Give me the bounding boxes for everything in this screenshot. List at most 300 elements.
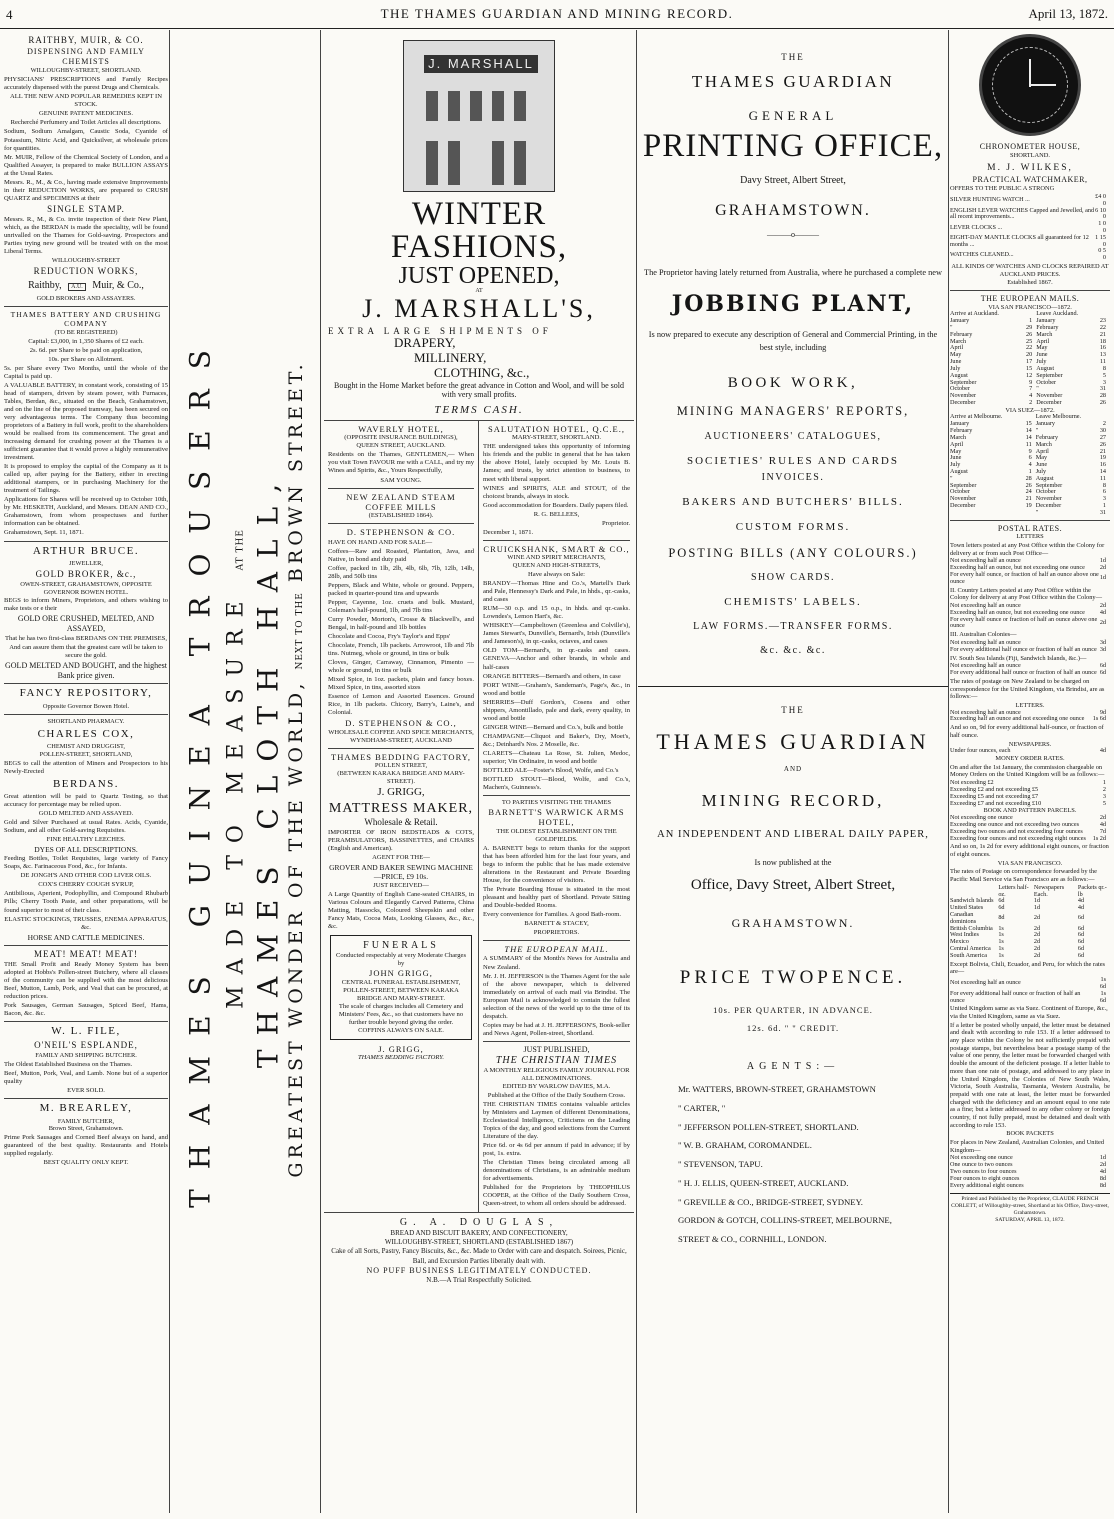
- ad-address: OWEN-STREET, GRAHAMSTOWN, OPPOSITE GOVERNOR BOWEN HOTEL.: [20, 580, 152, 596]
- ad-subheading: THE OLDEST ESTABLISHMENT ON THE GOLDFIELDS.: [496, 827, 617, 843]
- vertical-text: GREATEST WONDER OF THE WORLD,: [285, 679, 307, 1178]
- ad-text: Copies may be had at J. H. JEFFERSON'S, Book-seller and News Agent, Pollen-street, Shortland.: [483, 1021, 630, 1037]
- ad-subheading: JEWELLER,: [69, 559, 103, 567]
- table-row: September 9 October 3: [950, 378, 1106, 386]
- rate-table: [950, 640, 1110, 654]
- table-row: Not exceeding half an ounce 1s 6d: [950, 976, 1106, 990]
- divider: [483, 1041, 630, 1042]
- vertical-headline: THAMES GUINEA TROUSERS: [183, 330, 217, 1208]
- ad-headline: THAMES GUARDIAN: [691, 72, 895, 91]
- page-number: 4: [6, 7, 13, 22]
- ad-text: CHAMPAGNE—Cliquot and Baker's, Dry, Moet's, &c.; Deinhard's Nos. 2 Moselle, &c.: [483, 732, 630, 748]
- rate-table: [950, 1155, 1110, 1189]
- ad-text: GROVER AND BAKER SEWING MACHINE—PRICE, £9 10s.: [329, 862, 473, 881]
- ad-text: 12s. 6d. " " CREDIT.: [746, 1023, 840, 1034]
- table-row: April 22 May 16: [950, 344, 1106, 352]
- table-row: Mexico 1s 2d 6d: [950, 938, 1085, 946]
- ad-subheading: WINE AND SPIRIT MERCHANTS,: [507, 554, 606, 562]
- ad-subheading: THAMES BEDDING FACTORY.: [357, 1054, 445, 1062]
- table-header-row: Arrive at Auckland. Leave Auckland.: [950, 310, 1079, 318]
- column-marshall-ads: [324, 34, 634, 1511]
- ad-text: Feeding Bottles, Toilet Requisites, large variety of Fancy Soaps, &c. Farinaceous Food, &c., for Infants.: [4, 855, 168, 871]
- table-row: Every additional eight ounces 8d: [950, 1181, 1106, 1189]
- ad-text: SHERRIES—Duff Gordon's, Cosens and other shippers, Amontillado, pale and dark, every quality, in wood and bottle: [483, 698, 630, 722]
- table-row: Not exceeding one ounce 1d: [950, 1154, 1106, 1162]
- postal-text: The rates of Postage on correspondence forwarded by the Pacific Mail Service via San Francisco are as follows:—: [950, 868, 1097, 884]
- ad-text: ALL KINDS OF WATCHES AND CLOCKS REPAIRED AT AUCKLAND PRICES.: [951, 263, 1109, 278]
- ad-headline: JOBBING PLANT,: [671, 291, 915, 318]
- table-row: April 11 March 26: [950, 440, 1106, 448]
- mail-schedule-table: [950, 414, 1110, 516]
- ad-text: BRANDY—Thomas Hine and Co.'s, Martell's Dark and Pale, Hennessy's Dark and Pale, in hhds., qr.-casks, and cases: [483, 580, 630, 604]
- ad-text: Pepper, Cayenne, 1oz. cruets and bulk. Mustard, Coleman's half-pound, 1lb, and 7lb tins: [328, 598, 474, 614]
- ad-text: Chocolate, French, 1lb packets. Arrowroot, 1lb and 7lb tins. Nutmeg, whole or ground, in tins or bulk: [328, 642, 474, 658]
- table-row: For every half ounce, or fraction of half an ounce above one ounce 1d: [950, 570, 1106, 585]
- table-row: January 1 January 23: [950, 317, 1106, 325]
- ad-text: Recherché Perfumery and Toilet Articles all descriptions.: [10, 119, 162, 127]
- ad-address: MARY-STREET, SHORTLAND.: [511, 434, 602, 442]
- table-row: Exceeding £7 and not exceeding £10 5: [950, 799, 1106, 807]
- ad-address: QUEEN STREET, AUCKLAND.: [356, 442, 446, 450]
- table-row: Not exceeding half an ounce 9d: [950, 708, 1106, 716]
- section-heading: POSTAL RATES.: [997, 523, 1063, 533]
- ad-heading: FANCY REPOSITORY,: [19, 687, 153, 700]
- table-row: SILVER HUNTING WATCH ... £4 0 0: [950, 192, 1106, 207]
- ad-signature: D. STEPHENSON & CO.,: [345, 718, 457, 729]
- ad-text: A Large Quantity of English Cane-seated CHAIRS, in Various Colours and Elegantly Carved Patterns, China Matting, Hassocks, Coloured Sheepskin and other Fancy Mats, Cocoa Mats, Looking Glasses, &c., &c., &c.: [328, 891, 474, 931]
- table-row: Two ounces to four ounces 4d: [950, 1168, 1106, 1176]
- ad-heading: SALUTATION HOTEL, Q.C.E.,: [488, 424, 625, 434]
- agent-entry: " H. J. ELLIS, QUEEN-STREET, AUCKLAND.: [678, 1177, 849, 1188]
- table-row: Exceeding half an ounce and not exceeding one ounce 1s 6d: [950, 715, 1106, 723]
- table-row: Not exceeding £2 1: [950, 779, 1106, 787]
- price-table: [950, 194, 1110, 262]
- table-row: Canadian dominions 8d 2d 6d: [950, 911, 1085, 925]
- postal-text: Except Bolivia, Chili, Ecuador, and Peru, for which the rates are—: [950, 960, 1106, 976]
- postal-text: On and after the 1st January, the commission chargeable on Money Orders on the United Kingdom will be as follows:—: [950, 763, 1105, 779]
- ad-text: Coffee, packed in 1lb, 2lb, 4lb, 6lb, 7lb, 12lb, 14lb, 28lb, and 50lb tins: [328, 564, 474, 580]
- section-subheading: BOOK PACKETS: [1006, 1130, 1054, 1138]
- table-row: Exceeding half an ounce, but not exceeding one ounce 4d: [950, 608, 1106, 616]
- ad-heading: THAMES BATTERY AND CRUSHING COMPANY: [10, 309, 162, 328]
- vertical-ad: [172, 34, 316, 1504]
- divider: [328, 523, 474, 524]
- agent-entry: Mr. WATTERS, BROWN-STREET, GRAHAMSTOWN: [678, 1084, 876, 1095]
- table-row: Sandwich Islands 6d 1d 4d: [950, 897, 1085, 905]
- ad-text: RUM—30 o.p. and 15 o.p., in hhds. and qr.-casks. Lowndes's, Lemon Hart's, &c.: [483, 605, 630, 621]
- postal-text: The rates of postage on New Zealand to be charged on correspondence for the United Kingdom, via Brindisi, are as follows:—: [950, 677, 1105, 701]
- firm-partner: Muir, & Co.,: [92, 279, 144, 291]
- ad-address: WILLOUGHBY-STREET, SHORTLAND.: [30, 67, 142, 75]
- ad-subheading: GRAHAMSTOWN.: [731, 916, 855, 931]
- section-subheading: LETTERS.: [1015, 701, 1045, 709]
- printer-imprint: [950, 1193, 1110, 1223]
- table-row: " 28 August 11: [950, 474, 1106, 482]
- rate-table: [950, 603, 1110, 630]
- ad-address: Office, Davy Street, Albert Street,: [690, 877, 896, 894]
- ad-text: 5s. per Share every Two Months, until the whole of the Capital is paid up.: [4, 364, 168, 380]
- section-subheading: NEWSPAPERS.: [1008, 740, 1052, 748]
- ad-signature: J. GRIGG,: [378, 1044, 424, 1055]
- ad-heading: CHARLES COX,: [37, 727, 135, 740]
- ad-text: It is proposed to employ the capital of the Company as it is called up, after paying for the Battery, either in erecting additional stampers, or in purchasing Machinery for the treatment of Tailings.: [4, 463, 168, 495]
- ad-text: CLARETS—Chateau La Rose, St. Julien, Medoc, superior; Vin Ordinaire, in wood and bottle: [483, 749, 630, 765]
- ad-subheading: (TO BE REGISTERED): [54, 328, 118, 336]
- ad-text: GINGER WINE—Bernard and Co.'s, bulk and bottle: [483, 723, 624, 731]
- ad-text: Peppers, Black and White, whole or ground. Peppers, packed in quarter-pound tins and upwards: [328, 581, 474, 597]
- goods-item: DRAPERY,: [394, 335, 456, 350]
- ad-text: THE: [781, 705, 805, 716]
- table-row: Exceeding half an ounce, but not exceeding one ounce 2d: [950, 564, 1106, 572]
- table-row: August 1 July 14: [950, 467, 1106, 475]
- vertical-line: [224, 529, 249, 1009]
- agents-list: [638, 1080, 948, 1248]
- table-row: January 15 January 2: [950, 420, 1106, 428]
- ad-subheading: GOLD BROKERS AND ASSAYERS.: [36, 294, 136, 302]
- ad-text: Essence of Lemon and Assorted Essences. Ground Rice, in 1lb packets. Chicory, Barry's, Laine's, and Colonial.: [328, 693, 474, 717]
- ad-subheading: JUST PUBLISHED,: [523, 1044, 590, 1054]
- table-row: Exceeding £2 and not exceeding £5 2: [950, 785, 1106, 793]
- ad-text: Gold and Silver Purchased at usual Rates. Acids, Cyanide, Sodium, and all other Gold-saving Requisites.: [4, 819, 168, 835]
- vertical-text: BROWN STREET.: [285, 360, 307, 583]
- column-chemists-ads: [4, 34, 168, 1511]
- ad-text: OLD TOM—Bernard's, in qr.-casks and cases. GENEVA—Anchor and other brands, in whole and half-cases: [483, 647, 630, 671]
- ad-signature: BARNETT & STACEY,: [524, 920, 589, 928]
- ad-text: The Christian Times being circulated among all denominations of Christians, is an admirable medium for advertisements.: [483, 1159, 630, 1183]
- divider: [483, 940, 630, 941]
- divider: [4, 541, 168, 542]
- ad-text: DYES OF ALL DESCRIPTIONS.: [34, 845, 138, 855]
- ad-text: SAM YOUNG.: [380, 476, 422, 484]
- ad-subheading: BERDANS.: [52, 777, 120, 790]
- ad-text: GOLD MELTED AND BOUGHT, and the highest Bank price given.: [5, 660, 167, 680]
- ad-heading: RAITHBY, MUIR, & CO.: [28, 35, 144, 45]
- column-rule: [169, 30, 170, 1513]
- table-row: For every additional half ounce or fraction of half an ounce 3d: [950, 645, 1106, 653]
- ad-heading: J. GRIGG,: [377, 786, 425, 799]
- table-row: June 17 July 11: [950, 358, 1106, 366]
- service-item: SOCIETIES' RULES AND CARDS: [687, 454, 899, 467]
- ad-text: GENUINE PATENT MEDICINES.: [39, 110, 133, 118]
- postal-text: III. Australian Colonies—: [950, 631, 1017, 639]
- ad-subheading: BREAD AND BISCUIT BAKERY, AND CONFECTIONERY,: [390, 1229, 568, 1238]
- ad-headline: PRINTING OFFICE,: [642, 128, 944, 164]
- ad-text: Grahamstown, Sept. 11, 1871.: [4, 529, 84, 537]
- ad-text: ORANGE BITTERS—Bernard's and others, in case: [483, 672, 621, 680]
- ad-text: 2s. 6d. per Share to be paid on application,: [29, 346, 143, 354]
- table-row: LEVER CLOCKS ... 1 0 0: [950, 220, 1106, 235]
- column-rule: [948, 30, 949, 1513]
- ad-headline: THAMES GUARDIAN: [656, 729, 930, 755]
- rate-table: [950, 748, 1110, 755]
- ad-text: 10s. PER QUARTER, IN ADVANCE.: [713, 1005, 873, 1016]
- postal-text: And so on, 1s 2d for every additional eight ounces, or fraction of eight ounces.: [950, 843, 1109, 859]
- shop-sign: J. MARSHALL: [424, 55, 538, 73]
- ad-text: COX'S CHERRY COUGH SYRUP,: [38, 881, 134, 889]
- table-row: Exceeding £5 and not exceeding £7 3: [950, 792, 1106, 800]
- ad-subheading: AN INDEPENDENT AND LIBERAL DAILY PAPER,: [657, 829, 929, 841]
- funerals-box: [330, 935, 472, 1040]
- ad-text: A VALUABLE BATTERY, in constant work, consisting of 15 head of stampers, driven by steam power, with Furnaces, Tables, Berdan, &c., situated on the Beach, Grahamstown, and on the line of the proposed tramway, has been secured on very advantageous terms. The Company thus becoming proprietors of a Battery in full work, profit to the shareholders would be realised from its commencement. The great and increasing demand for crushing power at the Thames is a sufficient guarantee that it would prove a highly remunerative investment.: [4, 381, 168, 462]
- douglas-ad: [324, 1212, 634, 1285]
- ad-text: COFFINS ALWAYS ON SALE.: [358, 1027, 444, 1035]
- ad-text: N.B.—A Trial Respectfully Solicited.: [426, 1276, 532, 1285]
- postal-text: IV. South Sea Islands (Fiji, Sandwich Islands, &c.)—: [950, 654, 1087, 662]
- service-item: CHEMISTS' LABELS.: [724, 596, 862, 609]
- ad-text: Curry Powder, Morton's, Crosse & Blackwell's, and Bengal, in half-pound and 1lb bottles: [328, 615, 474, 631]
- ad-text: GOLD MELTED AND ASSAYED.: [38, 810, 134, 818]
- ad-address: WILLOUGHBY-STREET, SHORTLAND (ESTABLISHED 1867): [384, 1238, 574, 1247]
- ad-subheading: GOLD BROKER, &c.,: [35, 568, 137, 579]
- table-row: May 20 June 13: [950, 351, 1106, 359]
- service-item: &c. &c. &c.: [760, 645, 826, 657]
- table-row: South America 1s 2d 6d: [950, 951, 1085, 959]
- mail-schedule-table: [950, 311, 1110, 406]
- table-row: Under four ounces, each 4d: [950, 747, 1106, 755]
- table-row: Not exceeding half an ounce 2d: [950, 601, 1106, 609]
- ad-address: WYNDHAM-STREET, AUCKLAND: [350, 736, 452, 744]
- clock-icon: [979, 34, 1081, 136]
- ad-headline: WINTER FASHIONS,: [390, 196, 568, 265]
- ad-address: Brown Street, Grahamstown.: [48, 1125, 124, 1133]
- ad-text: THE Small Profit and Ready Money System has been adopted at Hobbs's Pollen-street Butchery, where all classes of the community can be supplied with the most delicious Beef, Mutton, Lamb, Pork, and Veal that can be procured, at reduction prices.: [4, 960, 168, 1000]
- shop-building-illustration: [403, 40, 555, 192]
- service-item: MINING MANAGERS' REPORTS,: [676, 404, 910, 419]
- table-header-row: Letters half-oz. Newspapers Each. Packets qr.-lb: [998, 883, 1107, 898]
- divider: [328, 488, 474, 489]
- ad-subheading: FAMILY AND SHIPPING BUTCHER.: [35, 1052, 137, 1060]
- ad-text: BOTTLED ALE—Foster's Blood, Wolfe, and Co.'s: [483, 766, 619, 774]
- ad-text: BEGS to inform Miners, Proprietors, and others wishing to make tests or e their: [4, 597, 168, 613]
- divider: [4, 1021, 168, 1022]
- agent-entry: " JEFFERSON POLLEN-STREET, SHORTLAND.: [678, 1121, 859, 1132]
- ad-headline: MATTRESS MAKER,: [328, 800, 474, 816]
- ad-heading: CRUICKSHANK, SMART & CO.,: [483, 543, 630, 554]
- ad-heading: ARTHUR BRUCE.: [32, 544, 140, 557]
- divider: [638, 686, 948, 687]
- ad-heading: BARNETT'S WARWICK ARMS HOTEL,: [488, 807, 625, 828]
- service-item: POSTING BILLS (ANY COLOURS.): [668, 545, 918, 560]
- goods-list: [324, 336, 634, 381]
- ad-text: Established 1867.: [1007, 279, 1053, 287]
- table-row: February 26 March 21: [950, 330, 1106, 338]
- ad-heading: G. A. DOUGLAS,: [399, 1217, 559, 1229]
- ad-text: AGENT FOR THE—: [372, 853, 430, 861]
- ad-text: FINE HEALTHY LEECHES.: [46, 836, 126, 844]
- ad-address: Davy Street, Albert Street,: [740, 175, 846, 186]
- table-row: October 7 " 31: [950, 385, 1106, 393]
- agent-entry: " W. B. GRAHAM, COROMANDEL.: [678, 1140, 812, 1151]
- ad-heading: WAVERLY HOTEL,: [358, 424, 444, 434]
- ad-text: Good accommodation for Boarders. Daily papers filed.: [483, 501, 629, 509]
- ad-subheading: TO PARTIES VISITING THE THAMES: [501, 798, 612, 806]
- ad-text: Great attention will be paid to Quartz Testing, so that accuracy for percentage may be relied upon.: [4, 793, 168, 809]
- table-row: For every additional half ounce or fraction of half an ounce 6d: [950, 669, 1106, 677]
- postal-text: II. Country Letters posted at any Post Office within the Colony for delivery at any Post Office within the Colony—: [950, 586, 1102, 602]
- ad-text: Antibilious, Aperient, Podophyllin, and Compound Rhubarb Pills; Cherry Tooth Paste, and other preparations, will be found superior to most of their class.: [4, 890, 168, 914]
- ad-text: WINES and SPIRITS, ALE and STOUT, of the choicest brands, always in stock.: [483, 484, 630, 500]
- ad-subheading: A MONTHLY RELIGIOUS FAMILY JOURNAL FOR ALL DENOMINATIONS.: [483, 1066, 630, 1082]
- postage-table: [950, 885, 1110, 960]
- ad-heading: THE EUROPEAN MAIL.: [504, 944, 609, 955]
- ad-text: GOLD ORE CRUSHED, MELTED, AND ASSAYED,: [17, 614, 155, 634]
- ad-subheading: EDITED BY WARLOW DAVIES, M.A.: [502, 1082, 611, 1090]
- ad-text: Is now prepared to execute any description of General and Commercial Printing, in the best style, including: [648, 330, 938, 352]
- table-row: United States 6d 1d 4d: [950, 904, 1085, 912]
- column-rule: [636, 30, 637, 1513]
- service-item: AUCTIONEERS' CATALOGUES,: [704, 430, 882, 442]
- divider: [483, 795, 630, 796]
- table-row: Central America 1s 2d 6d: [950, 945, 1085, 953]
- ornament-divider: ———o———: [767, 230, 819, 239]
- ad-address: POLLEN STREET,: [374, 762, 428, 770]
- table-row: June 6 May 19: [950, 454, 1106, 462]
- ad-text: 10s. per Share on Allotment.: [48, 355, 124, 363]
- ad-text: Messrs. R., M., & Co. invite inspection of their New Plant, which, as the BERDAN is made the speciality, will be found unrivalled on the Thames for Gold-saving. Prospectors and Parties trying new ground will be treated with on the most Liberal Terms.: [4, 215, 168, 255]
- ad-text: A. BARNETT begs to return thanks for the support that has been afforded him for the last four years, and begs to inform the public that he has made extensive alterations in the Restaurant and Private Boarding House, for the convenience of visitors.: [483, 844, 630, 884]
- ad-text: Applications for Shares will be received up to October 10th, by Mr. HESKETH, Auckland, and Messrs. DEAN AND CO., Grahamstown, from whom prospectuses and further information can be obtained.: [4, 496, 168, 528]
- divider: [4, 714, 168, 715]
- table-row: Not exceeding half an ounce 6d: [950, 662, 1106, 670]
- ad-text: Conducted respectably at very Moderate Charges by: [335, 952, 467, 968]
- postal-text: And so on, 9d for every additional half-ounce, or fraction of half ounce.: [950, 724, 1104, 739]
- ad-text: Every convenience for Families. A good Bath-room.: [483, 911, 622, 919]
- firm-name-row: [4, 280, 168, 292]
- ad-text: Coffees—Raw and Roasted, Plantation, Java, and Native, in bond and duty paid: [328, 547, 474, 563]
- section-heading: THE EUROPEAN MAILS.: [980, 294, 1080, 304]
- ad-heading: MEAT! MEAT! MEAT!: [34, 948, 138, 959]
- table-row: WATCHES CLEANED... 0 5 0: [950, 247, 1106, 262]
- divider: [4, 945, 168, 946]
- ad-text: December 1, 1871.: [483, 528, 534, 536]
- agent-entry: " CARTER, ": [678, 1103, 726, 1114]
- ad-text: BEGS to call the attention of Miners and Prospectors to his Newly-Erected: [4, 759, 168, 775]
- ad-heading: NEW ZEALAND STEAM COFFEE MILLS: [346, 491, 456, 512]
- ad-text: The Oldest Established Business on the Thames.: [4, 1061, 133, 1069]
- service-item: SHOW CARDS.: [750, 572, 836, 584]
- column-cloth-hall-ad: [172, 34, 316, 1511]
- ad-subheading: WHOLESALE COFFEE AND SPICE MERCHANTS,: [328, 728, 474, 736]
- ad-text: PROPRIETORS.: [533, 929, 580, 937]
- au-badge: A.U.: [68, 283, 86, 291]
- ad-subheading: PRACTICAL WATCHMAKER,: [972, 174, 1088, 184]
- section-subheading: MONEY ORDER RATES.: [995, 755, 1065, 763]
- ad-heading: W. L. FILE,: [51, 1024, 121, 1037]
- ad-address: SHORTLAND.: [1010, 151, 1050, 159]
- rate-table: [950, 558, 1110, 585]
- table-row: July 4 June 16: [950, 461, 1106, 469]
- ad-text: HAVE ON HAND AND FOR SALE—: [328, 538, 433, 546]
- ad-text: A SUMMARY of the Month's News for Australia and New Zealand.: [483, 955, 630, 971]
- ad-text: OFFERS TO THE PUBLIC A STRONG: [950, 185, 1055, 193]
- ad-text: THE CHRISTIAN TIMES contains valuable articles by Ministers and Laymen of different Denominations, Ecclesiastical Intelligence, Criticisms on the Leading Topics of the day, and good selections from the Current Literature of the day.: [483, 1100, 630, 1140]
- ad-text: BOTTLED STOUT—Blood, Wolfe, and Co.'s, Machen's, Guinness's.: [483, 775, 630, 791]
- table-row: May 9 April 21: [950, 447, 1106, 455]
- table-row: November 21 November 3: [950, 495, 1106, 503]
- ad-subheading: FAMILY BUTCHER,: [57, 1117, 115, 1125]
- ad-headline: PRICE TWOPENCE.: [679, 967, 907, 989]
- rate-table: [950, 780, 1110, 807]
- ad-text: AND: [783, 765, 803, 774]
- ad-subheading: TERMS CASH.: [434, 404, 524, 416]
- ad-heading: THE CHRISTIAN TIMES: [495, 1054, 618, 1066]
- ad-subheading: DISPENSING AND FAMILY CHEMISTS: [27, 46, 145, 66]
- ad-text: Beef, Mutton, Pork, Veal, and Lamb. None but of a superior quality: [4, 1070, 168, 1086]
- ad-subcolumn-right: [479, 421, 634, 1212]
- agent-entry: " STEVENSON, TAPU.: [678, 1159, 763, 1170]
- section-subheading: BOOK AND PATTERN PARCELS.: [983, 807, 1077, 815]
- table-row: Not exceeding half an ounce 3d: [950, 638, 1106, 646]
- service-item: LAW FORMS.—TRANSFER FORMS.: [693, 621, 893, 633]
- goods-item: CLOTHING, &c.,: [434, 364, 530, 380]
- vertical-text: MADE TO MEASURE: [223, 589, 249, 1009]
- ad-text: Capital: £3,000, in 1,350 Shares of £2 each.: [28, 337, 144, 345]
- ad-headline: MINING RECORD,: [701, 791, 885, 811]
- postal-text: Town letters posted at any Post Office within the Colony for delivery at or from such Post Office—: [950, 541, 1105, 557]
- table-row: October 24 October 6: [950, 488, 1106, 496]
- ad-text: IMPORTER OF IRON BEDSTEADS & COTS, PERAMBULATORS, BASSINETTES, and CHAIRS (English and American).: [328, 828, 474, 852]
- ad-subheading: CHEMIST AND DRUGGIST,: [46, 742, 126, 750]
- newspaper-title: THE THAMES GUARDIAN AND MINING RECORD.: [380, 6, 734, 21]
- ad-heading: M. BREARLEY,: [39, 1102, 133, 1115]
- table-row: Four ounces to eight ounces 8d: [950, 1174, 1106, 1182]
- rate-table: [950, 710, 1110, 724]
- ad-address: Opposite Governor Bowen Hotel.: [42, 702, 130, 710]
- table-header-row: Arrive at Melbourne. Leave Melbourne.: [950, 413, 1082, 421]
- table-row: " 31: [1035, 508, 1106, 516]
- divider: [328, 748, 474, 749]
- ad-text: JUST RECEIVED—: [373, 882, 429, 890]
- table-row: For every additional half ounce or fraction of half an ounce 1s 6d: [950, 989, 1106, 1004]
- ad-text: DE JONGH'S AND OTHER COD LIVER OILS.: [20, 872, 152, 880]
- ad-text: Sodium, Sodium Amalgam, Caustic Soda, Cyanide of Potassium, Nitric Acid, and Quicksilver, at wholesale prices for quantities.: [4, 128, 168, 152]
- ad-text: Prime Pork Sausages and Corned Beef always on hand, and guaranteed of the best quality. Restaurants and Hotels supplied regularly.: [4, 1134, 168, 1158]
- ad-text: EVER SOLD.: [67, 1087, 105, 1095]
- agent-entry: GORDON & GOTCH, COLLINS-STREET, MELBOURNE,: [678, 1215, 892, 1226]
- ad-subheading: JOHN GRIGG,: [369, 968, 433, 979]
- agents-heading: AGENTS:—: [746, 1061, 840, 1073]
- imprint-date: SATURDAY, APRIL 13, 1872.: [995, 1216, 1065, 1223]
- ad-heading: M. J. WILKES,: [987, 163, 1073, 174]
- agent-entry: " GREVILLE & CO., BRIDGE-STREET, SYDNEY.: [678, 1196, 863, 1207]
- section-subheading: VIA SAN FRANCISCO—1872.: [988, 303, 1072, 311]
- ad-address: POLLEN-STREET, SHORTLAND,: [39, 750, 133, 758]
- table-row: West Indies 1s 2d 6d: [950, 931, 1085, 939]
- ad-text: AT: [475, 288, 483, 294]
- ad-text: Published at the Office of the Daily Southern Cross.: [487, 1091, 626, 1099]
- ad-subheading: Wholesale & Retail.: [364, 816, 438, 827]
- ad-signature: R. G. BELLEES,: [533, 510, 580, 518]
- ad-text: Residents on the Thames, GENTLEMEN,— When you visit Town FAVOUR me with a CALL, and try my Wines and Spirits, &c., Yours Respectfully,: [328, 451, 474, 475]
- ad-text: ALL THE NEW AND POPULAR REMEDIES KEPT IN STOCK.: [10, 93, 162, 109]
- divider: [4, 683, 168, 684]
- table-row: ENGLISH LEVER WATCHES Capped and Jewelled, and all recent improvements... 6 10 0: [950, 206, 1106, 221]
- ad-text: THE: [781, 52, 805, 62]
- firm-partner: Raithby,: [28, 279, 62, 291]
- table-row: For every half ounce or fraction of half an ounce above one ounce 2d: [950, 615, 1106, 630]
- ad-subheading: EXTRA LARGE SHIPMENTS OF: [328, 326, 552, 336]
- ad-text: Mr. MUIR, Fellow of the Chemical Society of London, and a Qualified Assayer, is prepared to make BULLION ASSAYS at the Usual Rates.: [4, 153, 168, 177]
- ad-text: Is now published at the: [754, 858, 832, 868]
- section-subheading: VIA SAN FRANCISCO.: [997, 859, 1063, 867]
- ad-text: Bought in the Home Market before the great advance in Cotton and Wool, and will be sold with very small profits.: [333, 380, 625, 400]
- ad-text: Published for the Proprietors by THEOPHILUS COOPER, at the Office of the Daily Southern Cross, Queen-street, to whom all orders should be addressed.: [483, 1184, 630, 1208]
- postal-text: For places in New Zealand, Australian Colonies, and United Kingdom—: [950, 1139, 1105, 1154]
- ad-text: Pork Sausages, German Sausages, Spiced Beef, Hams, Bacon, &c. &c.: [4, 1001, 168, 1017]
- ad-subheading: (ESTABLISHED 1864).: [368, 512, 434, 520]
- service-item: INVOICES.: [761, 471, 825, 483]
- ad-text: BEST QUALITY ONLY KEPT.: [43, 1159, 129, 1167]
